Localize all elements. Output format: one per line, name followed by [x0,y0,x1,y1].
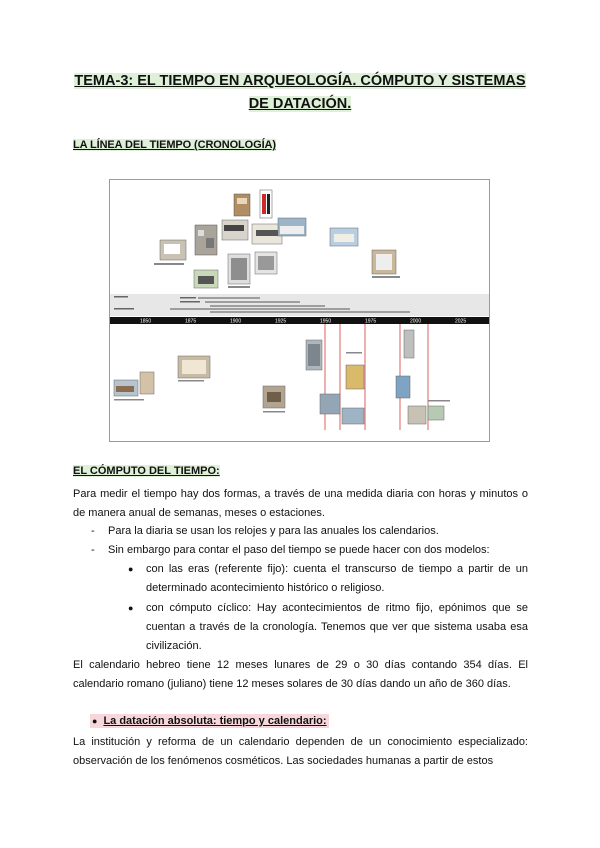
dash-marker-2: - [91,544,95,556]
axis-year-label: 2025 [455,318,467,325]
upper-photos [160,190,396,288]
paragraph-institution: La institución y reforma de un calendario dependen de un conocimiento especializado: observación de los fenómenos cosméticos. Las sociedades humanas a partir de estos [73,736,528,767]
title-line-1: TEMA-3: EL TIEMPO EN ARQUEOLOGÍA. CÓMPUTO Y SISTEMAS [74,73,526,89]
axis-year-label: 1950 [320,318,332,325]
axis-year-label: 1850 [140,318,152,325]
axis-year-label: 1925 [275,318,287,325]
bullet-marker-2: ● [128,603,134,613]
section-heading-computo: EL CÓMPUTO DEL TIEMPO: [73,465,220,477]
paragraph-measure: Para medir el tiempo hay dos formas, a través de una medida diaria con horas y minutos o de manera anual de semanas, meses o estaciones. [73,488,528,519]
axis-year-label: 1900 [230,318,242,325]
section-heading-datacion [90,714,329,728]
movements-band [110,294,489,316]
title-line-2: DE DATACIÓN. [248,96,352,112]
page-title [60,70,540,116]
dash-marker-1: - [91,525,95,537]
bullet-marker-1: ● [128,564,134,574]
timeline-figure [109,179,490,442]
section-heading-datacion-text: La datación absoluta: tiempo y calendario: [103,715,327,727]
paragraph-calendars: El calendario hebreo tiene 12 meses lunares de 29 o 30 días contando 354 días. El calendario romano (juliano) tiene 12 meses solares de 30 días dando un año de 360 días. [73,659,528,690]
axis-year-label: 1875 [185,318,197,325]
axis-year-label: 2000 [410,318,422,325]
list-item-clocks: Para la diaria se usan los relojes y para las anuales los calendarios. [108,525,439,537]
list-item-models: Sin embargo para contar el paso del tiempo se puede hacer con dos modelos: [108,544,490,556]
axis-year-label: 1975 [365,318,377,325]
bullet-marker-3: ● [92,716,98,726]
section-heading-timeline: LA LÍNEA DEL TIEMPO (CRONOLOGÍA) [73,139,276,151]
list-item-ciclico: con cómputo cíclico: Hay acontecimientos de ritmo fijo, epónimos que se cuentan a través de la cronología. Tenemos que ver que sistema usaba esa civilización. [146,602,528,652]
lower-photos [114,330,444,424]
timeline-axis [110,317,489,324]
timeline-illustration [110,180,489,441]
list-item-eras: con las eras (referente fijo): cuenta el transcurso de tiempo a partir de un determinado acontecimiento histórico o religioso. [146,563,528,594]
